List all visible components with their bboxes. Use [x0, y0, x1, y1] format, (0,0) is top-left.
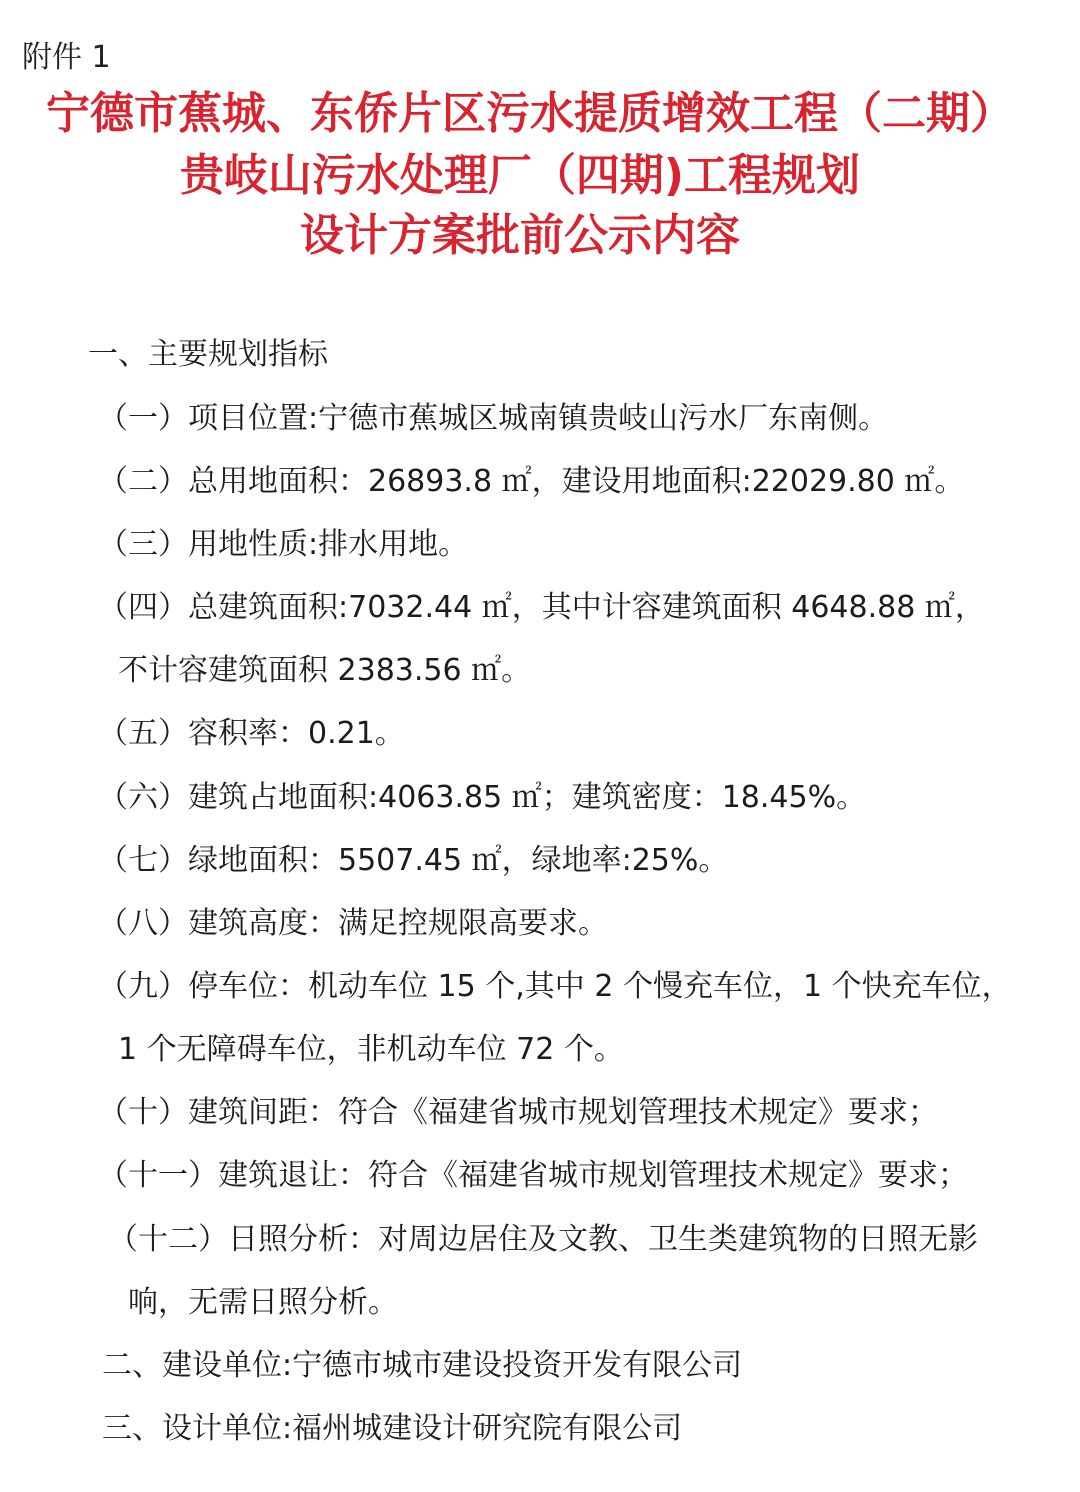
item-total-floor-area-continued: 不计容建筑面积 2383.56 ㎡。	[118, 653, 532, 688]
item-building-footprint: （六）建筑占地面积:4063.85 ㎡；建筑密度：18.45%。	[98, 780, 867, 815]
item-project-location: （一）项目位置:宁德市蕉城区城南镇贵岐山污水厂东南侧。	[98, 401, 889, 436]
item-parking: （九）停车位：机动车位 15 个,其中 2 个慢充车位，1 个快充车位，	[98, 969, 1012, 1004]
item-building-setback: （十一）建筑退让：符合《福建省城市规划管理技术规定》要求；	[98, 1158, 968, 1193]
attachment-label: 附件 1	[22, 40, 111, 75]
document-title-line-2: 贵岐山污水处理厂（四期)工程规划	[179, 150, 861, 201]
item-green-area: （七）绿地面积：5507.45 ㎡，绿地率:25%。	[98, 843, 729, 878]
item-sunlight-analysis-continued: 响，无需日照分析。	[128, 1285, 398, 1320]
item-sunlight-analysis: （十二）日照分析：对周边居住及文教、卫生类建筑物的日照无影	[108, 1222, 978, 1257]
item-total-floor-area: （四）总建筑面积:7032.44 ㎡，其中计容建筑面积 4648.88 ㎡，	[98, 590, 985, 625]
document-title-line-1: 宁德市蕉城、东侨片区污水提质增效工程（二期）	[46, 88, 1014, 139]
item-building-spacing: （十）建筑间距：符合《福建省城市规划管理技术规定》要求；	[98, 1095, 938, 1130]
section-heading-main-indicators: 一、主要规划指标	[88, 337, 328, 372]
item-floor-area-ratio: （五）容积率：0.21。	[98, 716, 405, 751]
item-land-use-nature: （三）用地性质:排水用地。	[98, 527, 469, 562]
section-construction-unit: 二、建设单位:宁德市城市建设投资开发有限公司	[102, 1348, 743, 1383]
item-parking-continued: 1 个无障碍车位，非机动车位 72 个。	[118, 1032, 624, 1067]
item-total-land-area: （二）总用地面积：26893.8 ㎡，建设用地面积:22029.80 ㎡。	[98, 464, 965, 499]
section-design-unit: 三、设计单位:福州城建设计研究院有限公司	[102, 1411, 683, 1446]
document-title-line-3: 设计方案批前公示内容	[300, 210, 740, 261]
item-building-height: （八）建筑高度：满足控规限高要求。	[98, 906, 608, 941]
